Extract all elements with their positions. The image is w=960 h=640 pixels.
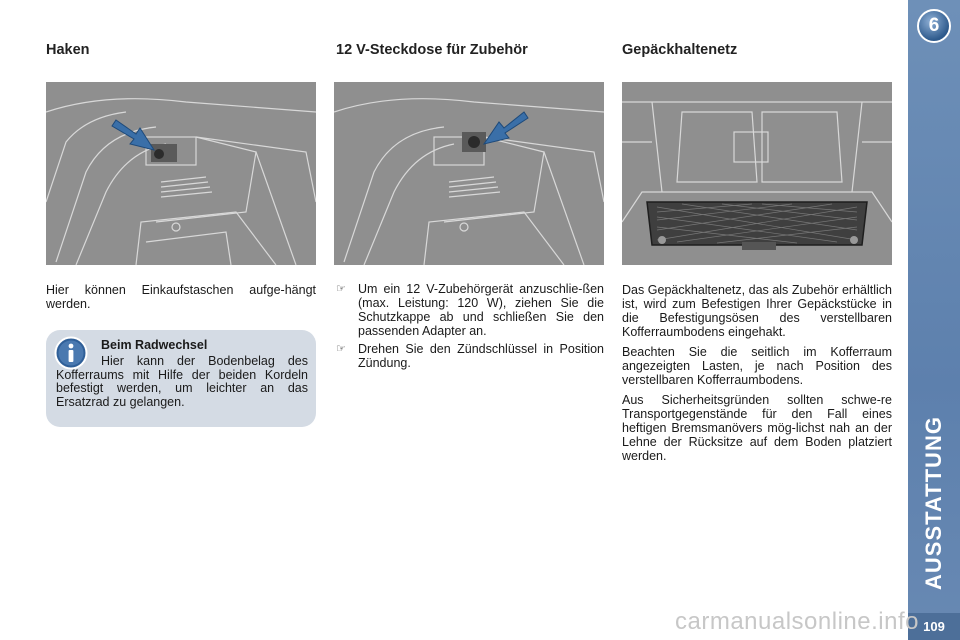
pointing-hand-icon: ☞	[336, 343, 346, 355]
section-title-netz: Gepäckhaltenetz	[622, 42, 738, 58]
page-number: 109	[908, 613, 960, 640]
info-title: Beim Radwechsel	[101, 338, 208, 352]
netz-paragraph: Das Gepäckhaltenetz, das als Zubehör erhältlich ist, wird zum Befestigen Ihrer Gepäckstücke in die Befestigungsösen des verstellbaren Kofferraumbodens eingehakt.	[622, 283, 892, 339]
haken-text: Hier können Einkaufstaschen aufge-hängt werden.	[46, 283, 316, 311]
info-text: Hier kann der Bodenbelag des Kofferraums mit Hilfe der beiden Kordeln befestigt werden, um leichter an das Ersatzrad zu gelangen.	[56, 354, 308, 409]
steckdose-list	[336, 282, 604, 374]
luggage-net-illustration	[622, 82, 892, 265]
list-item-text: Drehen Sie den Zündschlüssel in Position Zündung.	[358, 342, 604, 370]
list-item-text: Um ein 12 V-Zubehörgerät anzuschlie-ßen (max. Leistung: 120 W), ziehen Sie die Schutzkappe ab und schließen Sie den passenden Adapter an.	[358, 282, 604, 338]
list-item	[336, 342, 604, 370]
info-box	[46, 330, 316, 427]
chapter-badge: 6	[917, 9, 951, 43]
netz-text	[622, 283, 892, 469]
section-title-haken: Haken	[46, 42, 90, 58]
netz-paragraph: Aus Sicherheitsgründen sollten schwe-re Transportgegenstände für den Fall eines heftigen Bremsmanövers mög-lichst nah an der Lehne der Rücksitze auf dem Boden platziert werden.	[622, 393, 892, 463]
watermark: carmanualsonline.info	[675, 608, 919, 635]
list-item	[336, 282, 604, 338]
chapter-sidebar	[908, 0, 960, 640]
section-title-steckdose: 12 V-Steckdose für Zubehör	[336, 42, 528, 58]
netz-paragraph: Beachten Sie die seitlich im Kofferraum angezeigten Lasten, je nach Position des verstellbaren Kofferraumbodens.	[622, 345, 892, 387]
chapter-title: AUSSTATTUNG	[921, 416, 946, 590]
socket-illustration	[334, 82, 604, 265]
pointing-hand-icon: ☞	[336, 283, 346, 295]
hook-illustration	[46, 82, 316, 265]
